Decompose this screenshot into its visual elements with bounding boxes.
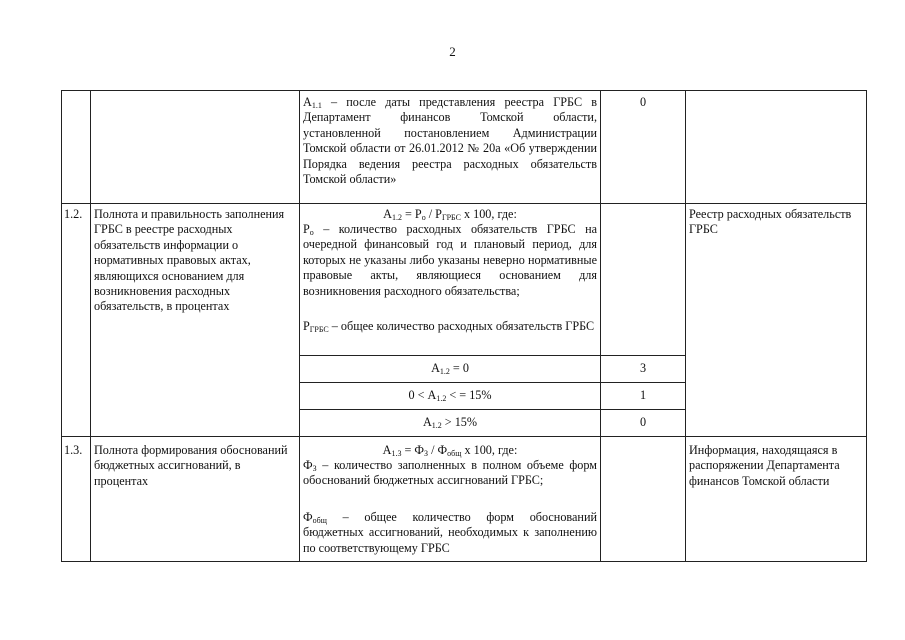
page-number: 2 [449,44,456,59]
row-1-1-description: $А_{1.1}$ – после даты представления реестра ГРБС в Департамент финансов Томской области, установленной постановлением Администрации Томской области от 26.01.2012 № 20а «Об утверждении Порядка ведения реестра расходных обязательств Томской области» [303,95,597,187]
row-divider [61,203,867,204]
row-1-3-indicator-name: Полнота формирования обоснований бюджетных ассигнований, в процентах [94,443,288,488]
condition-divider [299,409,686,410]
row-1-2-number: 1.2. [64,207,83,221]
column-divider [299,90,300,562]
row-1-2-definition-po: $Р_о$ – количество расходных обязательств ГРБС на очередной финансовый год и плановый период, для которых не указаны либо указаны неверно нормативные правовые акты, являющиеся основанием для возникновения расходного обязательства; [303,222,597,298]
row-1-1-score: 0 [639,95,647,109]
row-1-2-indicator-name: Полнота и правильность заполнения ГРБС в реестре расходных обязательств информации о нормативных правовых актах, являющихся основанием для возникновения расходных обязательств, в процентах [94,207,285,314]
table-border-bottom [61,561,867,562]
row-1-3-definition-fobsh: $Ф_{общ}$ – общее количество форм обоснований бюджетных ассигнований, необходимых к заполнению по соответствующему ГРБС [303,510,597,555]
condition-label: $А_{1.2} > 15\%$ [422,415,478,430]
row-1-2-formula: $А_{1.2} = Р_о / Р_{ГРБС}$ х 100, где: [383,207,517,222]
table-border-right [866,90,867,562]
condition-score: 3 [639,361,647,375]
row-1-2-definition-pgrbs: $Р_{ГРБС}$ – общее количество расходных обязательств ГРБС [303,319,595,334]
row-1-3-formula: $А_{1.3} = Ф_З / Ф_{общ}$ х 100, где: [382,443,518,458]
row-1-3-number: 1.3. [64,443,83,457]
column-divider [90,90,91,562]
table-border-top [61,90,867,91]
table-border-left [61,90,62,562]
row-1-2-data-source: Реестр расходных обязательств ГРБС [689,207,852,237]
column-divider [600,90,601,562]
condition-label: $А_{1.2} = 0$ [431,361,469,376]
condition-score: 0 [639,415,647,429]
row-divider [61,436,867,437]
column-divider [685,90,686,562]
condition-divider [299,355,686,356]
row-1-3-data-source: Информация, находящаяся в распоряжении Департамента финансов Томской области [689,443,840,488]
condition-score: 1 [639,388,647,402]
row-1-3-definition-fz: $Ф_З$ – количество заполненных в полном объеме форм обоснований бюджетных ассигнований ГРБС; [303,458,597,488]
condition-label: $0 < А_{1.2}$ < = 15% [408,388,492,403]
condition-divider [299,382,686,383]
